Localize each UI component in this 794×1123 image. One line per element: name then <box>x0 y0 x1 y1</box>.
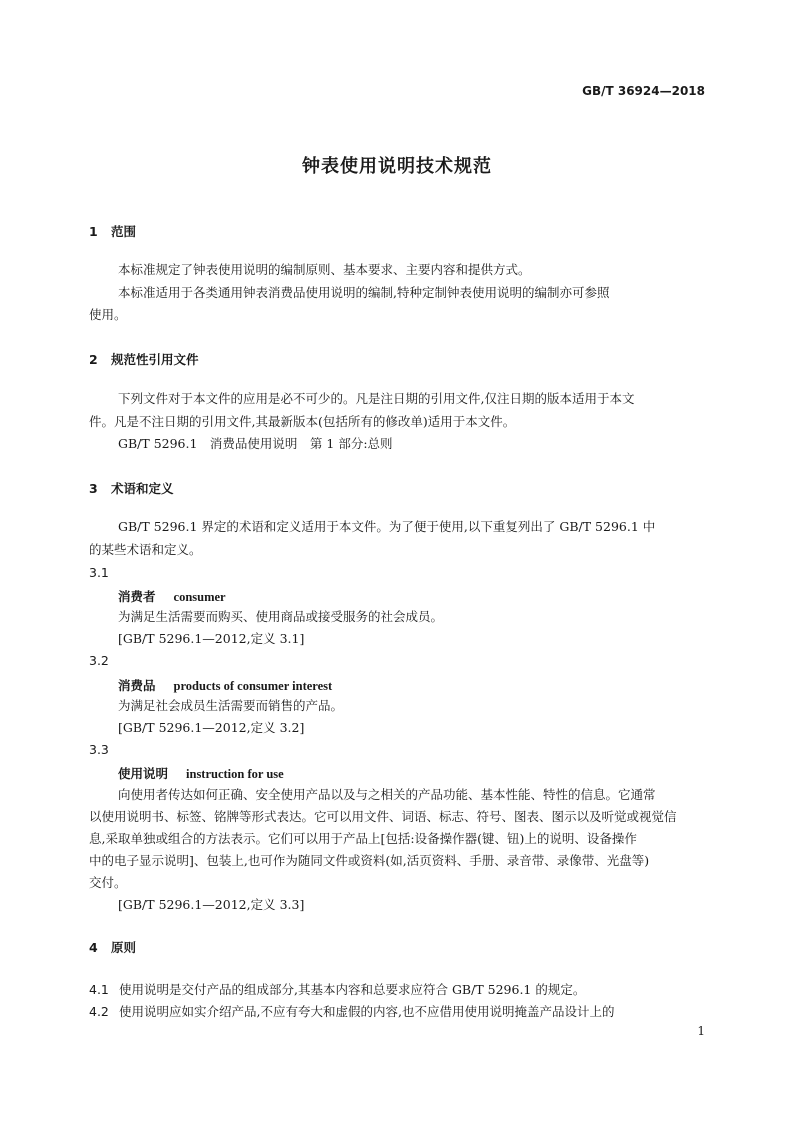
section-title: 术语和定义 <box>111 481 174 496</box>
paragraph-line: GB/T 5296.1 界定的术语和定义适用于本文件。为了便于使用,以下重复列出了 GB/T 5296.1 中 <box>118 519 656 534</box>
term-definition: 为满足社会成员生活需要而销售的产品。 <box>118 698 344 713</box>
term-entry-consumer <box>118 587 226 605</box>
term-definition-line: 向使用者传达如何正确、安全使用产品以及与之相关的产品功能、基本性能、特性的信息。它通常 <box>118 787 656 802</box>
paragraph-line: 下列文件对于本文件的应用是必不可少的。凡是注日期的引用文件,仅注日期的版本适用于本文 <box>118 391 635 406</box>
term-source: [GB/T 5296.1—2012,定义 3.2] <box>118 720 305 735</box>
term-zh: 消费品 <box>118 678 156 693</box>
section-title: 范围 <box>111 224 137 239</box>
reference-entry: GB/T 5296.1 消费品使用说明 第 1 部分:总则 <box>118 436 393 451</box>
clause-4-1 <box>89 980 585 998</box>
standard-number: GB/T 36924—2018 <box>582 84 705 98</box>
clause-number: 4.1 <box>89 982 109 997</box>
term-definition-line: 息,采取单独或组合的方法表示。它们可以用于产品上[包括:设备操作器(键、钮)上的说明、设备操作 <box>89 831 637 846</box>
paragraph: 本标准规定了钟表使用说明的编制原则、基本要求、主要内容和提供方式。 <box>118 262 531 277</box>
section-heading-terms <box>89 479 174 497</box>
section-heading-scope <box>89 222 136 240</box>
term-entry-instruction <box>118 764 284 782</box>
section-title: 原则 <box>111 940 137 955</box>
section-number: 2 <box>89 352 98 367</box>
section-title: 规范性引用文件 <box>111 352 199 367</box>
section-number: 4 <box>89 940 98 955</box>
term-number: 3.3 <box>89 742 109 757</box>
term-definition-line: 中的电子显示说明]、包装上,也可作为随同文件或资料(如,活页资料、手册、录音带、录像带、光盘等) <box>89 853 650 868</box>
clause-number: 4.2 <box>89 1004 109 1019</box>
section-number: 1 <box>89 224 98 239</box>
section-number: 3 <box>89 481 98 496</box>
term-source: [GB/T 5296.1—2012,定义 3.3] <box>118 897 305 912</box>
paragraph-line: 使用。 <box>89 307 127 322</box>
paragraph-line: 件。凡是不注日期的引用文件,其最新版本(包括所有的修改单)适用于本文件。 <box>89 414 516 429</box>
term-entry-products <box>118 676 332 694</box>
clause-text: 使用说明应如实介绍产品,不应有夸大和虚假的内容,也不应借用使用说明掩盖产品设计上的 <box>119 1004 615 1019</box>
clause-4-2 <box>89 1002 614 1020</box>
page-number: 1 <box>697 1024 705 1038</box>
term-number: 3.1 <box>89 565 109 580</box>
term-zh: 使用说明 <box>118 766 169 781</box>
paragraph-line: 的某些术语和定义。 <box>89 542 202 557</box>
term-definition: 为满足生活需要而购买、使用商品或接受服务的社会成员。 <box>118 609 444 624</box>
term-number: 3.2 <box>89 653 109 668</box>
term-definition-line: 交付。 <box>89 875 127 890</box>
term-zh: 消费者 <box>118 589 156 604</box>
clause-text: 使用说明是交付产品的组成部分,其基本内容和总要求应符合 GB/T 5296.1 的规定。 <box>119 982 586 997</box>
term-en: products of consumer interest <box>173 679 333 693</box>
section-heading-principles <box>89 938 136 956</box>
term-en: instruction for use <box>186 767 284 781</box>
term-source: [GB/T 5296.1—2012,定义 3.1] <box>118 631 305 646</box>
term-en: consumer <box>173 590 226 604</box>
document-title: 钟表使用说明技术规范 <box>302 156 492 177</box>
term-definition-line: 以使用说明书、标签、铭牌等形式表达。它可以用文件、词语、标志、符号、图表、图示以及听觉或视觉信 <box>89 809 677 824</box>
section-heading-normative-references <box>89 350 199 368</box>
paragraph-line: 本标准适用于各类通用钟表消费品使用说明的编制,特种定制钟表使用说明的编制亦可参照 <box>118 285 610 300</box>
